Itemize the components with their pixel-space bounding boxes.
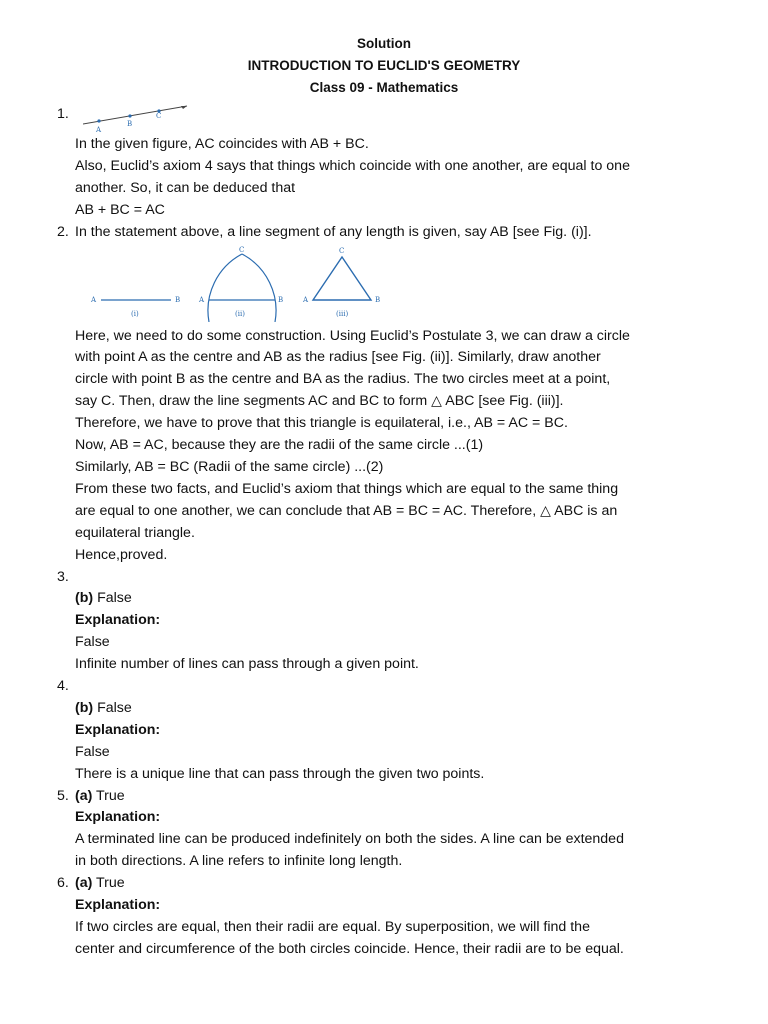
answer-line: equilateral triangle. [75, 524, 195, 541]
answer-line: A terminated line can be produced indefinitely on both the sides. A line can be extended [75, 831, 624, 848]
answer-line: If two circles are equal, then their radii are equal. By superposition, we will find the [75, 918, 590, 935]
answer-line: AB + BC = AC [75, 201, 165, 218]
answer-line: Also, Euclid’s axiom 4 says that things which coincide with one another, are equal to one [75, 157, 630, 174]
answer-line: are equal to one another, we can conclude that AB = BC = AC. Therefore, △ ABC is an [75, 502, 618, 519]
explanation-label: Explanation: [75, 612, 161, 629]
answer-line: Therefore, we have to prove that this triangle is equilateral, i.e., AB = AC = BC. [75, 415, 568, 432]
question-2 [57, 222, 747, 567]
answer-line: with point A as the centre and AB as the radius [see Fig. (ii)]. Similarly, draw another [75, 349, 601, 366]
answer-value: False [93, 590, 132, 607]
arc-right [242, 254, 276, 322]
answer-line: In the given figure, AC coincides with AB + BC. [75, 136, 369, 152]
answer-line: Here, we need to do some construction. Using Euclid’s Postulate 3, we can draw a circle [75, 327, 630, 344]
fig-i-label-b: B [175, 295, 181, 304]
answer-line: Infinite number of lines can pass through a given point. [75, 656, 419, 673]
answer-value: True [92, 875, 125, 892]
answer-value: True [92, 787, 125, 804]
answer-choice [75, 588, 747, 610]
answer-option: (a) [75, 787, 93, 804]
answer-line: False [75, 634, 110, 651]
answer-option: (b) [75, 590, 94, 607]
question-6 [57, 873, 747, 961]
answer-line: There is a unique line that can pass through the given two points. [75, 765, 485, 782]
line-segment-figure [83, 104, 193, 134]
answer-line: From these two facts, and Euclid’s axiom that things which are equal to the same thing [75, 480, 619, 497]
page-title: Solution [357, 36, 411, 51]
answer-option: (a) [75, 875, 93, 892]
fig-iii-caption: (iii) [336, 309, 349, 318]
answer-line: False [75, 743, 110, 760]
answer-line: in both directions. A line refers to infinite long length. [75, 853, 403, 870]
question-3 [57, 567, 747, 677]
blank-line [75, 676, 747, 698]
question-1 [57, 104, 747, 222]
answer-line: Now, AB = AC, because they are the radii of the same circle ...(1) [75, 437, 484, 454]
answer-line: circle with point B as the centre and BA as the radius. The two circles meet at a point, [75, 371, 611, 388]
question-4 [57, 676, 747, 786]
label-c: C [156, 112, 162, 120]
question-5 [57, 786, 747, 874]
fig-ii-label-a: A [199, 295, 205, 304]
document-header [0, 33, 768, 99]
equilateral-triangle [313, 257, 371, 300]
fig-ii-caption: (ii) [235, 309, 245, 318]
fig-iii-label-b: B [375, 295, 381, 304]
point-b [128, 114, 131, 117]
construction-figure [89, 246, 389, 322]
answer-line: In the statement above, a line segment of any length is given, say AB [see Fig. (i)]. [75, 223, 592, 240]
answer-line: say C. Then, draw the line segments AC and BC to form △ ABC [see Fig. (iii)]. [75, 393, 564, 410]
answer-option: (b) [75, 699, 94, 716]
point-a [97, 119, 100, 122]
fig-i-caption: (i) [131, 309, 139, 318]
label-b: B [127, 120, 133, 128]
fig-iii-label-c: C [339, 246, 345, 255]
figure-collinear-points [75, 104, 747, 134]
answer-choice [75, 873, 747, 895]
answer-line: Hence,proved. [75, 546, 168, 563]
label-a: A [96, 126, 102, 134]
class-line: Class 09 - Mathematics [309, 80, 459, 95]
explanation-label: Explanation: [75, 721, 161, 738]
answer-choice [75, 786, 747, 808]
explanation-label: Explanation: [75, 897, 161, 914]
question-number: 3. [57, 568, 69, 585]
answer-line: center and circumference of the both circles coincide. Hence, their radii are to be equal. [75, 940, 624, 957]
chapter-title: INTRODUCTION TO EUCLID'S GEOMETRY [247, 58, 521, 73]
answer-choice [75, 698, 747, 720]
figure-construction [75, 246, 747, 322]
blank-line [75, 567, 747, 589]
fig-ii-label-b: B [278, 295, 284, 304]
explanation-label: Explanation: [75, 809, 161, 826]
question-number: 5. [57, 787, 69, 804]
question-number: 1. [57, 106, 69, 122]
fig-iii-label-a: A [303, 295, 309, 304]
fig-i-label-a: A [91, 295, 97, 304]
question-number: 6. [57, 875, 69, 892]
solutions-body [57, 104, 747, 961]
fig-ii-label-c: C [239, 245, 245, 254]
question-number: 2. [57, 223, 69, 240]
question-number: 4. [57, 678, 69, 695]
answer-value: False [93, 699, 132, 716]
answer-line: Similarly, AB = BC (Radii of the same circle) ...(2) [75, 458, 384, 475]
answer-line: another. So, it can be deduced that [75, 179, 296, 196]
